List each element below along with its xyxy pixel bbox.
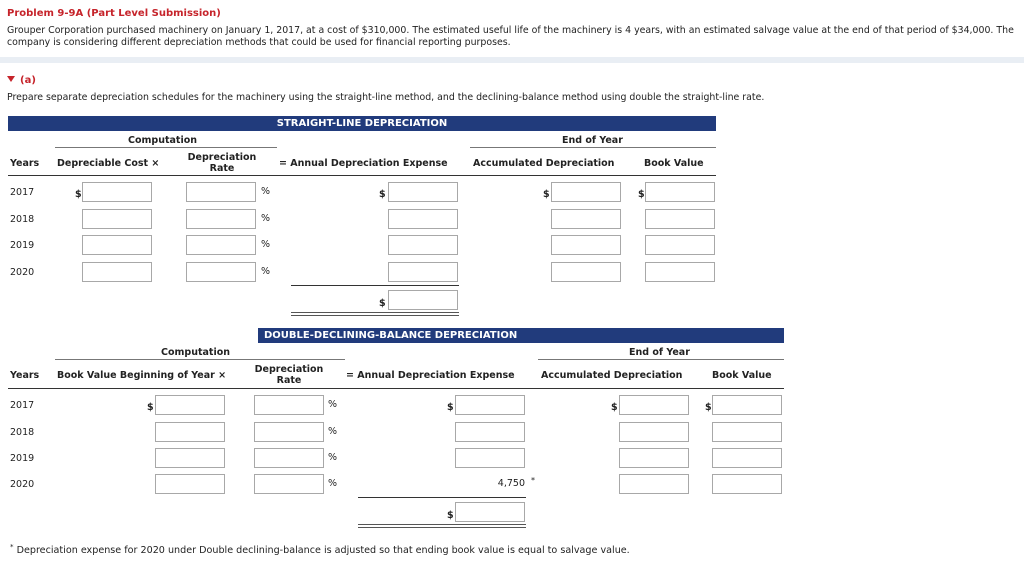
- dollar-sign: $: [447, 510, 454, 521]
- ddb-col-depreciation-rate: Depreciation Rate: [254, 364, 324, 386]
- percent-sign: %: [328, 478, 338, 489]
- ddb-2020-accumulated-input[interactable]: [619, 474, 689, 494]
- ddb-col-accumulated: Accumulated Depreciation: [541, 370, 683, 381]
- ddb-year-label: 2020: [10, 479, 35, 490]
- ddb-banner: DOUBLE-DECLINING-BALANCE DEPRECIATION: [258, 328, 784, 343]
- ddb-year-label: 2017: [10, 400, 35, 411]
- sl-header-rule: [8, 175, 716, 176]
- sl-2019-accumulated-input[interactable]: [551, 235, 621, 255]
- footnote-text: Depreciation expense for 2020 under Double declining-balance is adjusted so that ending book value is equal to salvage value.: [16, 545, 630, 557]
- section-separator: [0, 57, 1024, 63]
- ddb-2017-expense-input[interactable]: [455, 395, 525, 415]
- sl-2018-depreciable-cost-input[interactable]: [82, 209, 152, 229]
- ddb-2019-accumulated-input[interactable]: [619, 448, 689, 468]
- part-a-label: (a): [20, 75, 36, 86]
- sl-2020-depreciable-cost-input[interactable]: [82, 262, 152, 282]
- sl-computation-header: Computation: [128, 135, 198, 146]
- sl-end-of-year-rule: [470, 147, 716, 148]
- sl-2019-expense-input[interactable]: [388, 235, 458, 255]
- collapse-triangle-icon[interactable]: [7, 76, 15, 82]
- dollar-sign: $: [705, 402, 712, 413]
- ddb-2019-rate-input[interactable]: [254, 448, 324, 468]
- ddb-total-double-rule: [358, 524, 526, 528]
- sl-col-annual-expense: = Annual Depreciation Expense: [279, 158, 448, 169]
- ddb-col-book-value: Book Value: [712, 370, 772, 381]
- part-a-toggle[interactable]: [7, 75, 36, 86]
- sl-2020-book-value-input[interactable]: [645, 262, 715, 282]
- percent-sign: %: [328, 452, 338, 463]
- sl-col-accumulated: Accumulated Depreciation: [473, 158, 615, 169]
- sl-2018-rate-input[interactable]: [186, 209, 256, 229]
- dollar-sign: $: [379, 189, 386, 200]
- sl-2018-book-value-input[interactable]: [645, 209, 715, 229]
- problem-title: Problem 9-9A (Part Level Submission): [7, 8, 221, 19]
- part-a-instruction: Prepare separate depreciation schedules for the machinery using the straight-line method, and the declining-balance method using double the straight-line rate.: [7, 92, 765, 103]
- ddb-year-label: 2019: [10, 453, 35, 464]
- dollar-sign: $: [638, 189, 645, 200]
- ddb-computation-rule: [55, 359, 345, 360]
- sl-2017-accumulated-input[interactable]: [551, 182, 621, 202]
- adjusted-asterisk: *: [531, 476, 535, 485]
- sl-2019-book-value-input[interactable]: [645, 235, 715, 255]
- sl-2018-expense-input[interactable]: [388, 209, 458, 229]
- ddb-2017-book-value-beginning-input[interactable]: [155, 395, 225, 415]
- ddb-2018-book-value-beginning-input[interactable]: [155, 422, 225, 442]
- sl-2017-depreciable-cost-input[interactable]: [82, 182, 152, 202]
- sl-2019-depreciable-cost-input[interactable]: [82, 235, 152, 255]
- ddb-2019-book-value-input[interactable]: [712, 448, 782, 468]
- sl-2020-expense-input[interactable]: [388, 262, 458, 282]
- ddb-2019-book-value-beginning-input[interactable]: [155, 448, 225, 468]
- percent-sign: %: [261, 239, 271, 250]
- problem-description: Grouper Corporation purchased machinery on January 1, 2017, at a cost of $310,000. The estimated useful life of the machinery is 4 years, with an estimated salvage value at the end of that period of $34,000. The company is considering different depreciation methods that could be used for financial reporting purposes.: [7, 25, 1014, 48]
- ddb-2020-expense-value: 4,750: [497, 478, 525, 489]
- ddb-col-book-value-beginning: Book Value Beginning of Year ×: [57, 370, 227, 381]
- ddb-2018-expense-input[interactable]: [455, 422, 525, 442]
- ddb-2019-expense-input[interactable]: [455, 448, 525, 468]
- ddb-total-rule: [358, 497, 526, 498]
- percent-sign: %: [328, 426, 338, 437]
- percent-sign: %: [328, 399, 338, 410]
- sl-total-rule: [291, 285, 459, 286]
- ddb-col-annual-expense: = Annual Depreciation Expense: [346, 370, 515, 381]
- ddb-header-rule: [8, 388, 784, 389]
- sl-year-label: 2019: [10, 240, 35, 251]
- ddb-2018-accumulated-input[interactable]: [619, 422, 689, 442]
- dollar-sign: $: [379, 298, 386, 309]
- sl-col-years: Years: [10, 158, 40, 169]
- ddb-year-label: 2018: [10, 427, 35, 438]
- footnote-mark: *: [10, 543, 14, 551]
- sl-total-double-rule: [291, 312, 459, 316]
- sl-2020-accumulated-input[interactable]: [551, 262, 621, 282]
- sl-computation-rule: [55, 147, 277, 148]
- ddb-2018-rate-input[interactable]: [254, 422, 324, 442]
- percent-sign: %: [261, 266, 271, 277]
- ddb-end-of-year-header: End of Year: [629, 347, 690, 358]
- sl-year-label: 2020: [10, 267, 35, 278]
- percent-sign: %: [261, 213, 271, 224]
- footnote: [10, 543, 630, 556]
- sl-col-depreciable-cost: Depreciable Cost ×: [57, 158, 160, 169]
- ddb-2017-rate-input[interactable]: [254, 395, 324, 415]
- ddb-2018-book-value-input[interactable]: [712, 422, 782, 442]
- straight-line-banner: STRAIGHT-LINE DEPRECIATION: [8, 116, 716, 131]
- sl-2017-expense-input[interactable]: [388, 182, 458, 202]
- ddb-2020-rate-input[interactable]: [254, 474, 324, 494]
- sl-2020-rate-input[interactable]: [186, 262, 256, 282]
- sl-col-depreciation-rate: Depreciation Rate: [187, 152, 257, 174]
- dollar-sign: $: [543, 189, 550, 200]
- dollar-sign: $: [75, 189, 82, 200]
- ddb-end-of-year-rule: [538, 359, 784, 360]
- sl-total-expense-input[interactable]: [388, 290, 458, 310]
- ddb-computation-header: Computation: [161, 347, 231, 358]
- percent-sign: %: [261, 186, 271, 197]
- dollar-sign: $: [447, 402, 454, 413]
- sl-col-book-value: Book Value: [644, 158, 704, 169]
- sl-end-of-year-header: End of Year: [562, 135, 623, 146]
- ddb-2020-book-value-input[interactable]: [712, 474, 782, 494]
- sl-2019-rate-input[interactable]: [186, 235, 256, 255]
- sl-2018-accumulated-input[interactable]: [551, 209, 621, 229]
- ddb-2020-book-value-beginning-input[interactable]: [155, 474, 225, 494]
- ddb-total-expense-input[interactable]: [455, 502, 525, 522]
- dollar-sign: $: [147, 402, 154, 413]
- sl-year-label: 2017: [10, 187, 35, 198]
- ddb-col-years: Years: [10, 370, 40, 381]
- sl-2017-rate-input[interactable]: [186, 182, 256, 202]
- ddb-2017-book-value-input[interactable]: [712, 395, 782, 415]
- dollar-sign: $: [611, 402, 618, 413]
- sl-2017-book-value-input[interactable]: [645, 182, 715, 202]
- sl-year-label: 2018: [10, 214, 35, 225]
- ddb-2017-accumulated-input[interactable]: [619, 395, 689, 415]
